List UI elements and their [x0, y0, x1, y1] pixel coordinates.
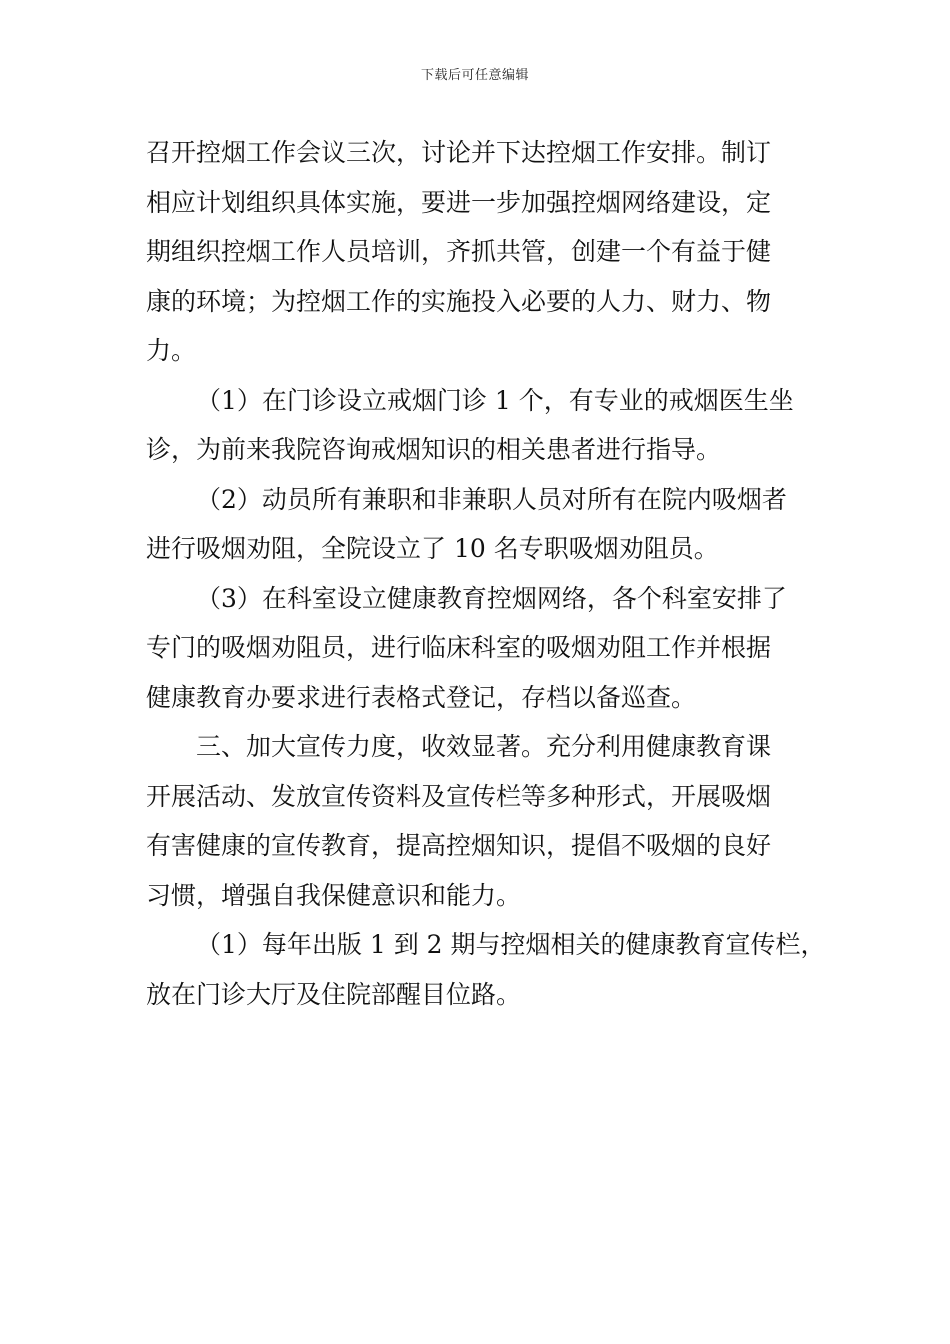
- text-line: 放在门诊大厅及住院部醒目位路。: [146, 979, 522, 1009]
- text-line: （1）每年出版 1 到 2 期与控烟相关的健康教育宣传栏，: [196, 930, 826, 959]
- text-line: （1）在门诊设立戒烟门诊 1 个，有专业的戒烟医生坐: [196, 385, 794, 415]
- text-line: 相应计划组织具体实施，要进一步加强控烟网络建设，定: [146, 187, 772, 217]
- text-line: 开展活动、发放宣传资料及宣传栏等多种形式，开展吸烟: [146, 781, 772, 811]
- paragraph-item-1-bulletin: [146, 920, 826, 1019]
- text-line: 健康教育办要求进行表格式登记，存档以备巡查。: [146, 682, 697, 712]
- paragraph-item-1-clinic: [146, 376, 826, 475]
- text-line: 习惯，增强自我保健意识和能力。: [146, 880, 522, 910]
- text-line: （2）动员所有兼职和非兼职人员对所有在院内吸烟者: [196, 484, 787, 514]
- text-line: 进行吸烟劝阻，全院设立了 10 名专职吸烟劝阻员。: [146, 534, 719, 563]
- paragraph-item-3-network: [146, 574, 826, 723]
- text-line: 期组织控烟工作人员培训，齐抓共管，创建一个有益于健: [146, 237, 772, 266]
- text-line: 力。: [146, 336, 197, 365]
- text-line: 康的环境；为控烟工作的实施投入必要的人力、财力、物: [146, 286, 772, 316]
- text-line: 专门的吸烟劝阻员，进行临床科室的吸烟劝阻工作并根据: [146, 633, 772, 662]
- text-line: 召开控烟工作会议三次，讨论并下达控烟工作安排。制订: [146, 138, 772, 167]
- paragraph-item-2-staff: [146, 475, 826, 574]
- page-header: 下载后可任意编辑: [420, 68, 529, 83]
- text-line: 诊，为前来我院咨询戒烟知识的相关患者进行指导。: [146, 435, 722, 464]
- document-body: [146, 128, 826, 1019]
- paragraph-control-meetings: [146, 128, 826, 376]
- text-line: （3）在科室设立健康教育控烟网络，各个科室安排了: [196, 583, 787, 613]
- text-line: 三、加大宣传力度，收效显著。充分利用健康教育课: [196, 732, 772, 761]
- paragraph-section-3-publicity: [146, 722, 826, 920]
- text-line: 有害健康的宣传教育，提高控烟知识，提倡不吸烟的良好: [146, 831, 772, 860]
